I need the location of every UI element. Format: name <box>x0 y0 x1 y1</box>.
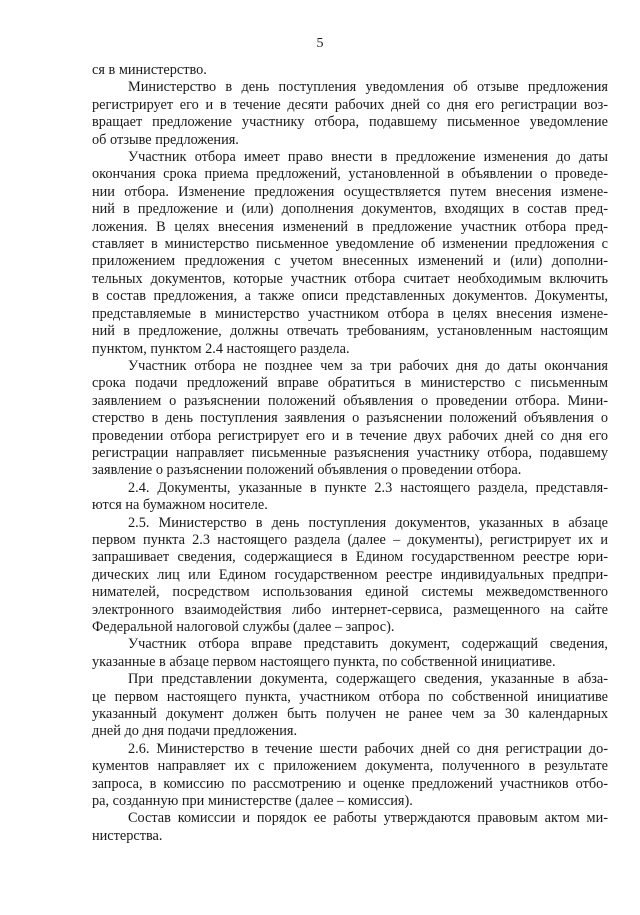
text-line: пунктом, пунктом 2.4 настоящего раздела. <box>92 340 350 357</box>
text-line: ний в предложение и (или) дополнения документов, входящих в состав пред- <box>92 201 608 218</box>
text-line: регистрации направляет письменные разъяснения участнику отбора, подавшему <box>92 444 608 461</box>
text-line: нимателей, посредством использования единой системы межведомственного <box>92 584 608 601</box>
text-line: кументов направляет их с приложением документа, полученного в результате <box>92 758 608 775</box>
text-line: указанные в абзаце первом настоящего пункта, по собственной инициативе. <box>92 653 556 670</box>
text-line: ся в министерство. <box>92 62 207 78</box>
text-line: об отзыве предложения. <box>92 131 239 148</box>
text-line: При представлении документа, содержащего сведения, указанные в абза- <box>128 671 608 688</box>
paragraph <box>92 480 608 515</box>
text-line: Министерство в день поступления уведомления об отзыве предложения <box>128 79 608 96</box>
paragraph <box>92 515 608 637</box>
text-line: Состав комиссии и порядок ее работы утверждаются правовым актом ми- <box>128 810 608 827</box>
text-line: Участник отбора имеет право внести в предложение изменения до даты <box>128 149 608 166</box>
text-line: ра, созданную при министерстве (далее – комиссия). <box>92 793 413 810</box>
text-line: запроса, в комиссию по рассмотрению и оценке предложений участников отбо- <box>92 775 608 792</box>
paragraph <box>92 79 608 149</box>
paragraph <box>92 149 608 358</box>
text-line: Участник отбора вправе представить документ, содержащий сведения, <box>128 636 608 653</box>
text-line: дических лиц или Едином государственном реестре индивидуальных предпри- <box>92 566 608 583</box>
text-line: 2.5. Министерство в день поступления документов, указанных в абзаце <box>128 514 608 531</box>
paragraph <box>92 741 608 811</box>
text-line: указанный документ должен быть получен не ранее чем за 30 календарных <box>92 706 608 723</box>
text-line: тельных документов, которые участник отбора считает необходимым включить <box>92 270 608 287</box>
text-line: ний в предложение, должны отвечать требованиям, установленным настоящим <box>92 323 608 340</box>
paragraph <box>92 671 608 741</box>
text-line: приложением предложения с учетом внесенных изменений и (или) дополни- <box>92 253 608 270</box>
text-line: ются на бумажном носителе. <box>92 497 268 514</box>
text-line: це первом настоящего пункта, участником отбора по собственной инициативе <box>92 688 608 705</box>
text-line: регистрирует его и в течение десяти рабочих дней со дня его регистрации воз- <box>92 96 608 113</box>
text-line: нистерства. <box>92 827 163 844</box>
text-line: дней до дня подачи предложения. <box>92 723 298 740</box>
page-number: 5 <box>316 36 324 51</box>
text-line: запрашивает сведения, содержащиеся в Едином государственном реестре юри- <box>92 549 608 566</box>
document-body <box>92 62 608 845</box>
text-line: Федеральной налоговой службы (далее – запрос). <box>92 619 395 635</box>
paragraph <box>92 62 608 79</box>
text-line: ставляет в министерство письменное уведомление об изменении предложения с <box>92 236 608 253</box>
text-line: заявлением о разъяснении положений объявления о проведении отбора. Мини- <box>92 392 608 409</box>
paragraph <box>92 358 608 480</box>
text-line: вращает предложение участнику отбора, подавшему письменное уведомление <box>92 114 608 131</box>
text-line: 2.6. Министерство в течение шести рабочих дней со дня регистрации до- <box>128 740 608 757</box>
text-line: электронного взаимодействия либо интернет-сервиса, размещенного на сайте <box>92 601 608 618</box>
paragraph <box>92 636 608 671</box>
text-line: 2.4. Документы, указанные в пункте 2.3 настоящего раздела, представля- <box>128 479 608 496</box>
text-line: в состав предложения, а также описи представленных документов. Документы, <box>92 288 608 305</box>
text-line: представляемые в министерство участником отбора в целях внесения измене- <box>92 305 608 322</box>
text-line: стерство в день поступления заявления о разъяснении положений объявления о <box>92 410 608 427</box>
text-line: проведении отбора регистрирует его и в течение двух рабочих дней со дня его <box>92 427 608 444</box>
text-line: первом пункта 2.3 настоящего раздела (далее – документы), регистрирует их и <box>92 531 608 548</box>
text-line: заявление о разъяснении положений объявления о проведении отбора. <box>92 462 522 479</box>
paragraph <box>92 810 608 845</box>
text-line: окончания срока приема предложений, установленной в объявлении о проведе- <box>92 166 608 183</box>
text-line: срока подачи предложений вправе обратиться в министерство с письменным <box>92 375 608 392</box>
text-line: нии отбора. Изменение предложения осуществляется путем внесения измене- <box>92 183 608 200</box>
text-line: ложения. В целях внесения изменений в предложение участник отбора пред- <box>92 218 608 235</box>
text-line: Участник отбора не позднее чем за три рабочих дня до даты окончания <box>128 357 608 374</box>
